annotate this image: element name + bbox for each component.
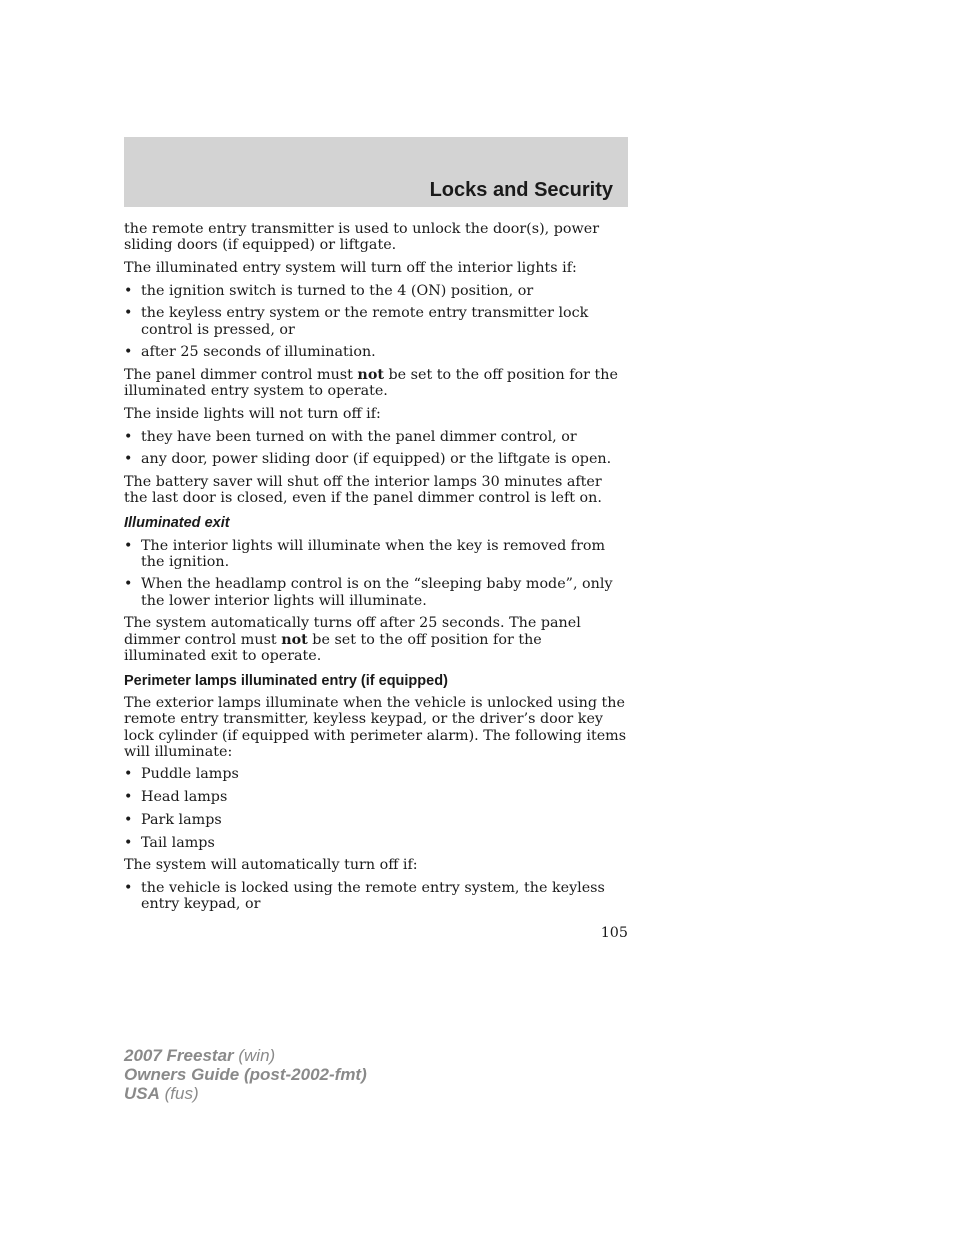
bullet-list <box>124 880 628 912</box>
footer-line-guide: Owners Guide (post-2002-fmt) <box>124 1065 367 1084</box>
paragraph: The illuminated entry system will turn off the interior lights if: <box>124 259 577 276</box>
list-item: • the ignition switch is turned to the 4 (ON) position, or <box>124 282 534 299</box>
paragraph: The battery saver will shut off the interior lamps 30 minutes after the last door is closed, even if the panel dimmer control is left on. <box>124 473 602 507</box>
bullet-icon: • <box>124 811 133 828</box>
list-item: • the vehicle is locked using the remote entry system, the keyless entry keypad, or <box>124 880 605 913</box>
list-item: • any door, power sliding door (if equipped) or the liftgate is open. <box>124 451 612 468</box>
bullet-list <box>124 766 628 850</box>
emphasis: not <box>281 631 308 648</box>
footer-line-model: 2007 Freestar (win) <box>124 1046 276 1065</box>
list-item: • the keyless entry system or the remote entry transmitter lock control is pressed, or <box>124 305 589 338</box>
list-item: • The interior lights will illuminate when the key is removed from the ignition. <box>124 537 606 570</box>
list-item: • Puddle lamps <box>124 766 239 783</box>
list-item: • When the headlamp control is on the “sleeping baby mode”, only the lower interior lights will illuminate. <box>124 576 613 609</box>
subheading-perimeter-lamps: Perimeter lamps illuminated entry (if equipped) <box>124 672 448 689</box>
bullet-icon: • <box>124 834 133 851</box>
paragraph: The exterior lamps illuminate when the vehicle is unlocked using the remote entry transmitter, keyless keypad, or the driver’s door key lock cylinder (if equipped with perimeter alarm). The following items will illuminate: <box>124 695 627 760</box>
page-content <box>124 221 628 919</box>
subheading-illuminated-exit: Illuminated exit <box>124 515 230 532</box>
bullet-icon: • <box>124 537 133 554</box>
document-footer <box>124 1046 367 1103</box>
list-item: • they have been turned on with the panel dimmer control, or <box>124 428 577 445</box>
list-item: • Tail lamps <box>124 834 215 851</box>
paragraph: the remote entry transmitter is used to unlock the door(s), power sliding doors (if equipped) or liftgate. <box>124 221 600 254</box>
bullet-list <box>124 429 628 468</box>
bullet-icon: • <box>124 282 133 299</box>
bullet-icon: • <box>124 789 133 806</box>
paragraph: The system automatically turns off after 25 seconds. The panel dimmer control must not be set to the off position for the illuminated exit to operate. <box>124 615 581 664</box>
bullet-icon: • <box>124 880 133 896</box>
list-item: • Head lamps <box>124 789 228 806</box>
bullet-icon: • <box>124 428 133 445</box>
bullet-icon: • <box>124 766 133 783</box>
list-item: • Park lamps <box>124 811 222 828</box>
paragraph: The inside lights will not turn off if: <box>124 405 381 422</box>
bullet-icon: • <box>124 344 133 361</box>
paragraph: The system will automatically turn off if: <box>124 857 418 874</box>
page-number: 105 <box>600 925 628 941</box>
list-item: • after 25 seconds of illumination. <box>124 344 376 361</box>
section-header-band <box>124 137 628 207</box>
bullet-icon: • <box>124 305 133 322</box>
footer-line-region: USA (fus) <box>124 1084 199 1103</box>
bullet-list <box>124 538 628 609</box>
emphasis: not <box>357 366 384 383</box>
bullet-icon: • <box>124 451 133 468</box>
bullet-icon: • <box>124 576 133 593</box>
section-title: Locks and Security <box>429 179 613 201</box>
bullet-list <box>124 283 628 361</box>
paragraph: The panel dimmer control must not be set to the off position for the illuminated entry system to operate. <box>124 366 618 400</box>
